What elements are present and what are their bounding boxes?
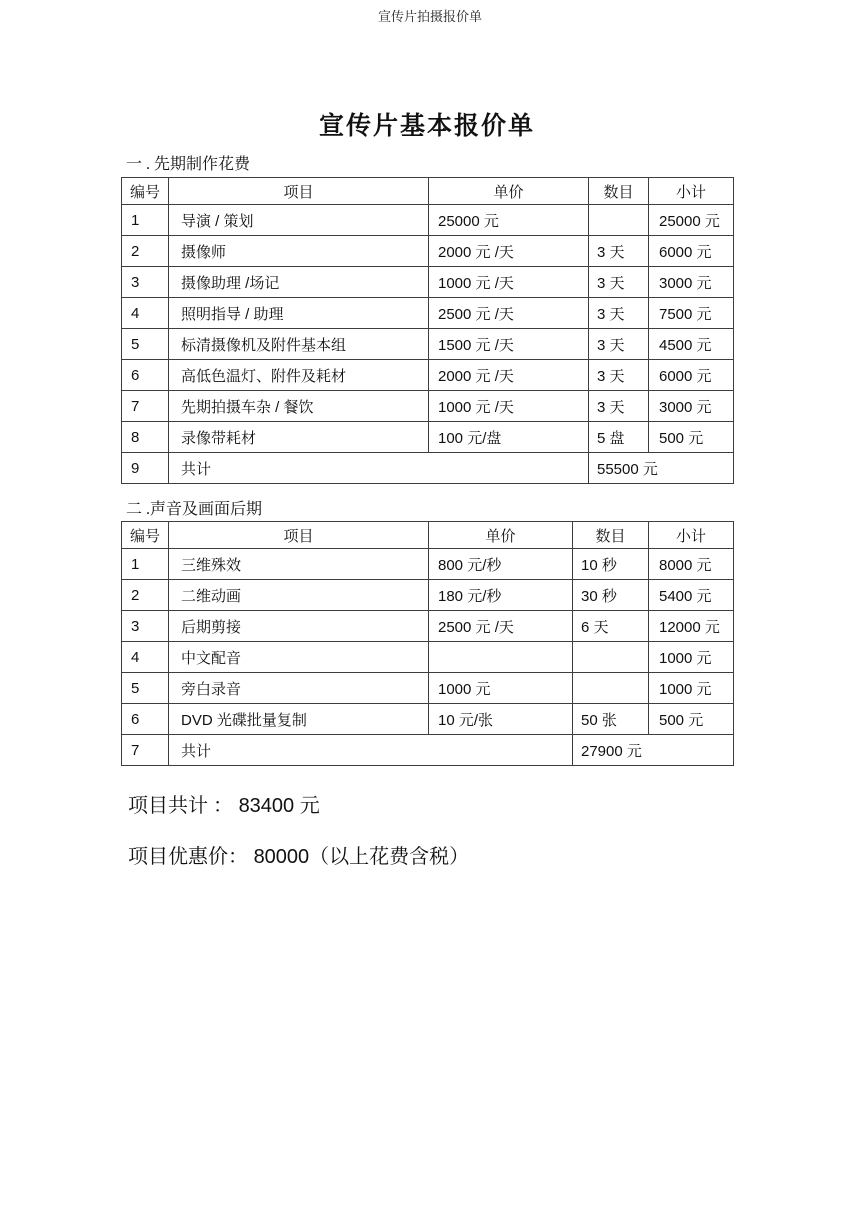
- project-total-label: 项目共计 ：: [128, 795, 233, 817]
- cell-qty: 10 秒: [573, 549, 649, 580]
- cell-no: 4: [122, 642, 169, 673]
- cell-subtotal: 3000 元: [649, 267, 734, 298]
- table-row: [122, 205, 734, 236]
- project-total-line: [128, 789, 320, 818]
- table-row: [122, 642, 734, 673]
- cell-item: DVD 光碟批量复制: [169, 704, 429, 735]
- cell-no: 8: [122, 422, 169, 453]
- cell-no: 9: [122, 453, 169, 484]
- cell-qty: [573, 673, 649, 704]
- table-row: [122, 611, 734, 642]
- project-discount-label: 项目优惠价：: [128, 846, 248, 868]
- cell-no: 2: [122, 236, 169, 267]
- column-header-no: 编号: [122, 178, 169, 205]
- cell-price: 10 元/张: [429, 704, 573, 735]
- table-row: [122, 298, 734, 329]
- table-row: [122, 580, 734, 611]
- cell-qty: 6 天: [573, 611, 649, 642]
- cell-item: 标清摄像机及附件基本组: [169, 329, 429, 360]
- table-header-row: [122, 178, 734, 205]
- cell-no: 6: [122, 704, 169, 735]
- table-row: [122, 549, 734, 580]
- table-row: [122, 236, 734, 267]
- column-header-subtotal: 小计: [649, 522, 734, 549]
- table-row: [122, 391, 734, 422]
- cell-qty: 30 秒: [573, 580, 649, 611]
- section-2-label: 二 .声音及画面后期: [126, 501, 263, 518]
- cell-item: 导演 / 策划: [169, 205, 429, 236]
- cell-no: 1: [122, 205, 169, 236]
- cell-no: 3: [122, 267, 169, 298]
- cell-price: 800 元/秒: [429, 549, 573, 580]
- cell-item: 三维殊效: [169, 549, 429, 580]
- cell-item: 二维动画: [169, 580, 429, 611]
- cell-subtotal: 6000 元: [649, 360, 734, 391]
- cell-subtotal: 500 元: [649, 704, 734, 735]
- cell-qty: 50 张: [573, 704, 649, 735]
- table-row: [122, 329, 734, 360]
- cell-price: 25000 元: [429, 205, 589, 236]
- cell-total-value: 55500 元: [589, 453, 734, 484]
- table-row: [122, 673, 734, 704]
- cell-no: 5: [122, 329, 169, 360]
- cell-qty: 5 盘: [589, 422, 649, 453]
- cell-item: 旁白录音: [169, 673, 429, 704]
- cell-price: 2000 元 /天: [429, 236, 589, 267]
- cell-no: 6: [122, 360, 169, 391]
- cell-subtotal: 12000 元: [649, 611, 734, 642]
- cell-qty: 3 天: [589, 329, 649, 360]
- cell-no: 5: [122, 673, 169, 704]
- table-row: [122, 704, 734, 735]
- cell-no: 3: [122, 611, 169, 642]
- page-title: 宣传片基本报价单: [318, 113, 535, 140]
- cell-price: 2500 元 /天: [429, 611, 573, 642]
- cell-subtotal: 5400 元: [649, 580, 734, 611]
- cell-qty: 3 天: [589, 267, 649, 298]
- cell-subtotal: 4500 元: [649, 329, 734, 360]
- column-header-price: 单价: [429, 522, 573, 549]
- cell-qty: 3 天: [589, 360, 649, 391]
- post-production-cost-table: [121, 521, 734, 766]
- column-header-item: 项目: [169, 522, 429, 549]
- cell-no: 7: [122, 391, 169, 422]
- cell-subtotal: 1000 元: [649, 673, 734, 704]
- project-discount-value: 80000（以上花费含税）: [253, 846, 470, 868]
- cell-no: 2: [122, 580, 169, 611]
- cell-qty: 3 天: [589, 298, 649, 329]
- cell-total-value: 27900 元: [573, 735, 734, 766]
- column-header-subtotal: 小计: [649, 178, 734, 205]
- cell-price: [429, 642, 573, 673]
- cell-item: 录像带耗材: [169, 422, 429, 453]
- cell-item: 摄像助理 /场记: [169, 267, 429, 298]
- cell-subtotal: 7500 元: [649, 298, 734, 329]
- cell-subtotal: 500 元: [649, 422, 734, 453]
- table-total-row: [122, 735, 734, 766]
- cell-price: 1000 元 /天: [429, 391, 589, 422]
- cell-no: 1: [122, 549, 169, 580]
- table-header-row: [122, 522, 734, 549]
- cell-price: 1000 元 /天: [429, 267, 589, 298]
- cell-no: 7: [122, 735, 169, 766]
- cell-price: 1500 元 /天: [429, 329, 589, 360]
- cell-item: 高低色温灯、附件及耗材: [169, 360, 429, 391]
- column-header-qty: 数目: [573, 522, 649, 549]
- table-total-row: [122, 453, 734, 484]
- cell-qty: 3 天: [589, 391, 649, 422]
- cell-item: 后期剪接: [169, 611, 429, 642]
- cell-item: 先期拍摄车杂 / 餐饮: [169, 391, 429, 422]
- cell-price: 100 元/盘: [429, 422, 589, 453]
- cell-price: 2000 元 /天: [429, 360, 589, 391]
- table-row: [122, 267, 734, 298]
- column-header-price: 单价: [429, 178, 589, 205]
- project-discount-line: [128, 840, 469, 869]
- cell-subtotal: 1000 元: [649, 642, 734, 673]
- table-row: [122, 422, 734, 453]
- cell-subtotal: 6000 元: [649, 236, 734, 267]
- cell-price: 2500 元 /天: [429, 298, 589, 329]
- cell-qty: [573, 642, 649, 673]
- cell-item: 中文配音: [169, 642, 429, 673]
- cell-qty: 3 天: [589, 236, 649, 267]
- section-1-label: 一 . 先期制作花费: [126, 156, 251, 173]
- cell-qty: [589, 205, 649, 236]
- column-header-no: 编号: [122, 522, 169, 549]
- cell-price: 1000 元: [429, 673, 573, 704]
- cell-item: 摄像师: [169, 236, 429, 267]
- document-header-title: 宣传片拍摄报价单: [377, 9, 482, 24]
- cell-price: 180 元/秒: [429, 580, 573, 611]
- cell-item: 照明指导 / 助理: [169, 298, 429, 329]
- table-row: [122, 360, 734, 391]
- cell-total-label: 共计: [169, 735, 573, 766]
- cell-no: 4: [122, 298, 169, 329]
- pre-production-cost-table: [121, 177, 734, 484]
- cell-total-label: 共计: [169, 453, 589, 484]
- cell-subtotal: 3000 元: [649, 391, 734, 422]
- cell-subtotal: 8000 元: [649, 549, 734, 580]
- column-header-qty: 数目: [589, 178, 649, 205]
- column-header-item: 项目: [169, 178, 429, 205]
- project-total-value: 83400 元: [238, 795, 320, 817]
- cell-subtotal: 25000 元: [649, 205, 734, 236]
